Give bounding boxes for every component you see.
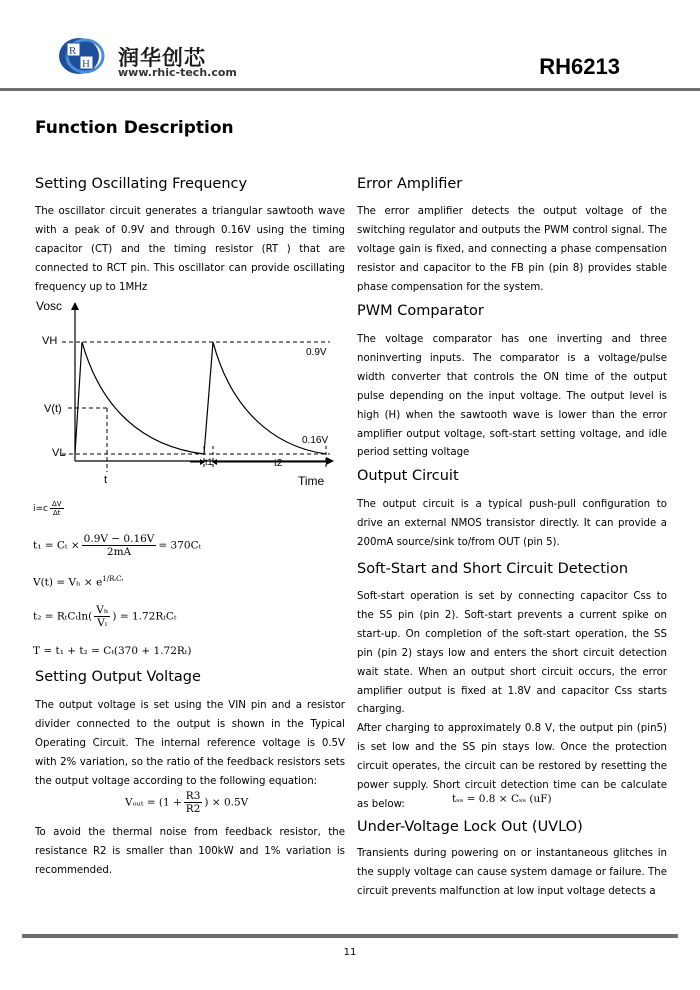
header-rule xyxy=(0,88,700,91)
vout-paragraph: The output voltage is set using the VIN pin and a resistor divider connected to the output is shown in the Typical Operating Circuit. The internal reference voltage is 0.5V with 2% variation, so the ratio of the feedback resistors sets the output voltage according to the following equation: xyxy=(35,700,345,787)
vl-label: VL xyxy=(52,447,66,459)
period-formula: T = t₁ + t₂ = Cₜ(370 + 1.72Rₜ) xyxy=(33,645,192,657)
time-label: Time xyxy=(298,474,325,488)
pwm-heading: PWM Comparator xyxy=(357,303,484,319)
tss-formula: tₛₛ = 0.8 × Cₛₛ (uF) xyxy=(452,793,552,805)
page-number: 11 xyxy=(343,947,357,958)
vh-label: VH xyxy=(42,335,58,347)
vout-heading: Setting Output Voltage xyxy=(35,669,201,685)
uvlo-paragraph: Transients during powering on or instantaneous glitches in the supply voltage can cause system damage or failure. The circuit prevents malfunction at low input voltage detects a xyxy=(357,848,667,897)
t1-formula: t₁ = Cₜ × $\frac{0.9V - 0.16V}{2mA}$ = 370Cₜ xyxy=(33,533,202,558)
part-number: RH6213 xyxy=(539,54,620,79)
t-label: t xyxy=(104,474,108,486)
company-logo xyxy=(55,34,111,78)
svg-text:R: R xyxy=(69,45,77,57)
brand-url: www.rhic-tech.com xyxy=(118,66,237,79)
ss-heading: Soft-Start and Short Circuit Detection xyxy=(357,561,629,577)
pwm-paragraph: The voltage comparator has one inverting and three noninverting inputs. The comparator is a voltage/pulse width converter that controls the ON time of the output pulse depending on the input voltage. The output level is high (H) when the sawtooth wave is lower than the error amplifier output voltage, soft-start setting voltage, and idle period setting voltage xyxy=(357,334,667,459)
vout-paragraph-2: To avoid the thermal noise from feedback resistor, the resistance R2 is smaller than 100kW and 1% variation is recommended. xyxy=(35,827,345,876)
oscillator-waveform-chart xyxy=(30,296,350,491)
page-title: Function Description xyxy=(35,118,234,138)
svg-text:H: H xyxy=(82,58,90,70)
t1-label: t1 xyxy=(205,457,213,467)
ea-heading: Error Amplifier xyxy=(357,176,463,192)
uvlo-heading: Under-Voltage Lock Out (UVLO) xyxy=(357,819,583,835)
osc-paragraph: The oscillator circuit generates a triangular sawtooth wave with a peak of 0.9V and through 0.16V using the timing capacitor (CT) and the timing resistor (RT ) that are connected to RCT pin. This oscillator can provide oscillating frequency up to 1MHz xyxy=(35,206,345,293)
vt-formula: $V(t) = V_h \times e^{1/R_tC_t}$ xyxy=(33,575,124,589)
oc-paragraph: The output circuit is a typical push-pull configuration to drive an external NMOS transistor directly. It can provide a 200mA source/sink to/from OUT (pin 5). xyxy=(357,499,667,548)
footer-rule xyxy=(22,934,678,938)
ss-paragraph: Soft-start operation is set by connecting capacitor Css to the SS pin (pin 2). Soft-start prevents a current spike on start-up. On completion of the soft-start operation, the SS pin (pin 2) stays low and enters the short circuit detection wait state. When an output short circuit occurs, the error amplifier output is fixed at 1.8V and capacitor Css starts charging. xyxy=(357,591,667,716)
vt-label: V(t) xyxy=(44,403,62,415)
t2-label: t2 xyxy=(274,458,283,469)
osc-heading: Setting Oscillating Frequency xyxy=(35,176,248,192)
current-formula: i=c $\frac{\Delta V}{\Delta t}$ xyxy=(33,500,62,517)
oc-heading: Output Circuit xyxy=(357,468,459,484)
ea-paragraph: The error amplifier detects the output voltage of the switching regulator and outputs the PWM control signal. The voltage gain is fixed, and connecting a phase compensation resistor and capacitor to the FB pin (pin 8) provides stable phase compensation for the system. xyxy=(357,206,667,293)
v016-label: 0.16V xyxy=(302,435,329,446)
brand-name: 润华创芯 xyxy=(118,46,206,70)
vosc-label: Vosc xyxy=(36,299,63,313)
ss-paragraph-2: After charging to approximately 0.8 V, the output pin (pin5) is set low and the SS pin stays low. Once the protection circuit operates, the circuit can be restored by resetting the power supply. Short circuit detection time can be calculate as below: xyxy=(357,723,667,810)
t2-formula: t₂ = RₜCₜln( $\frac{\text{Vₕ}}{\text{Vₗ}}$ ) = 1.72RₜCₜ xyxy=(33,604,177,629)
vout-formula: Vₒᵤₜ = (1 + $\frac{R3}{R2}$ ) × 0.5V xyxy=(125,790,249,815)
v09-label: 0.9V xyxy=(306,347,327,358)
